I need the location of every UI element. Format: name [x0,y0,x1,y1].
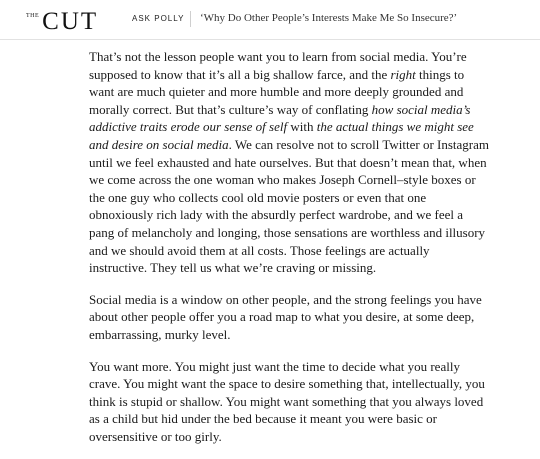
section-link-ask-polly[interactable]: ASK POLLY [132,14,185,23]
p1-text-a: That’s not the lesson people want you to learn from social media. You’re supposed to know that it’s all a big shallow farce, and the [89,49,467,82]
p1-italic-right: right [390,66,416,82]
article-headline: ‘Why Do Other People’s Interests Make Me So Insecure?’ [200,12,458,24]
logo-cut-text: CUT [42,8,99,35]
logo-the-text: THE [26,13,40,19]
p1-text-d: . We can resolve not to scroll Twitter or Instagram until we feel exhausted and hate ourselves. But that doesn’t mean that, when we come across the one woman who makes Joseph Cornell–style boxes or the one guy who collects cool old movie posters or even that one obnoxiously rich lady with the absurdly perfect wardrobe, and we feel a pang of melancholy and longing, those sensations are worthless and illusory and we should avoid them at all costs. Those feelings are actually instructive. They tell us what we’re craving or missing. [89,136,490,276]
p1-italic-desire: the actual things we might see and desire on social media [89,119,474,152]
site-header [0,0,540,40]
p1-text-c: with [287,119,317,135]
paragraph-3: You want more. You might just want the time to decide what you really crave. You might want the space to desire something that, intellectually, you think is stupid or shallow. You might want something that you always loved as a child but hid under the bed because it meant you were basic or oversensitive or too girly. [89,358,485,444]
p1-text-b: things to want are much quieter and more humble and more deeply grounded and morally correct. But that’s culture’s way of conflating [89,66,465,117]
paragraph-1 [89,48,489,277]
p1-italic-erode: how social media’s addictive traits erode our sense of self [89,101,471,135]
the-cut-logo[interactable] [26,6,98,34]
paragraph-2: Social media is a window on other people, and the strong feelings you have about other people offer you a road map to what you desire, at some deep, embarrassing, murky level. [89,291,482,342]
article-body [89,48,489,459]
header-divider [190,11,191,27]
